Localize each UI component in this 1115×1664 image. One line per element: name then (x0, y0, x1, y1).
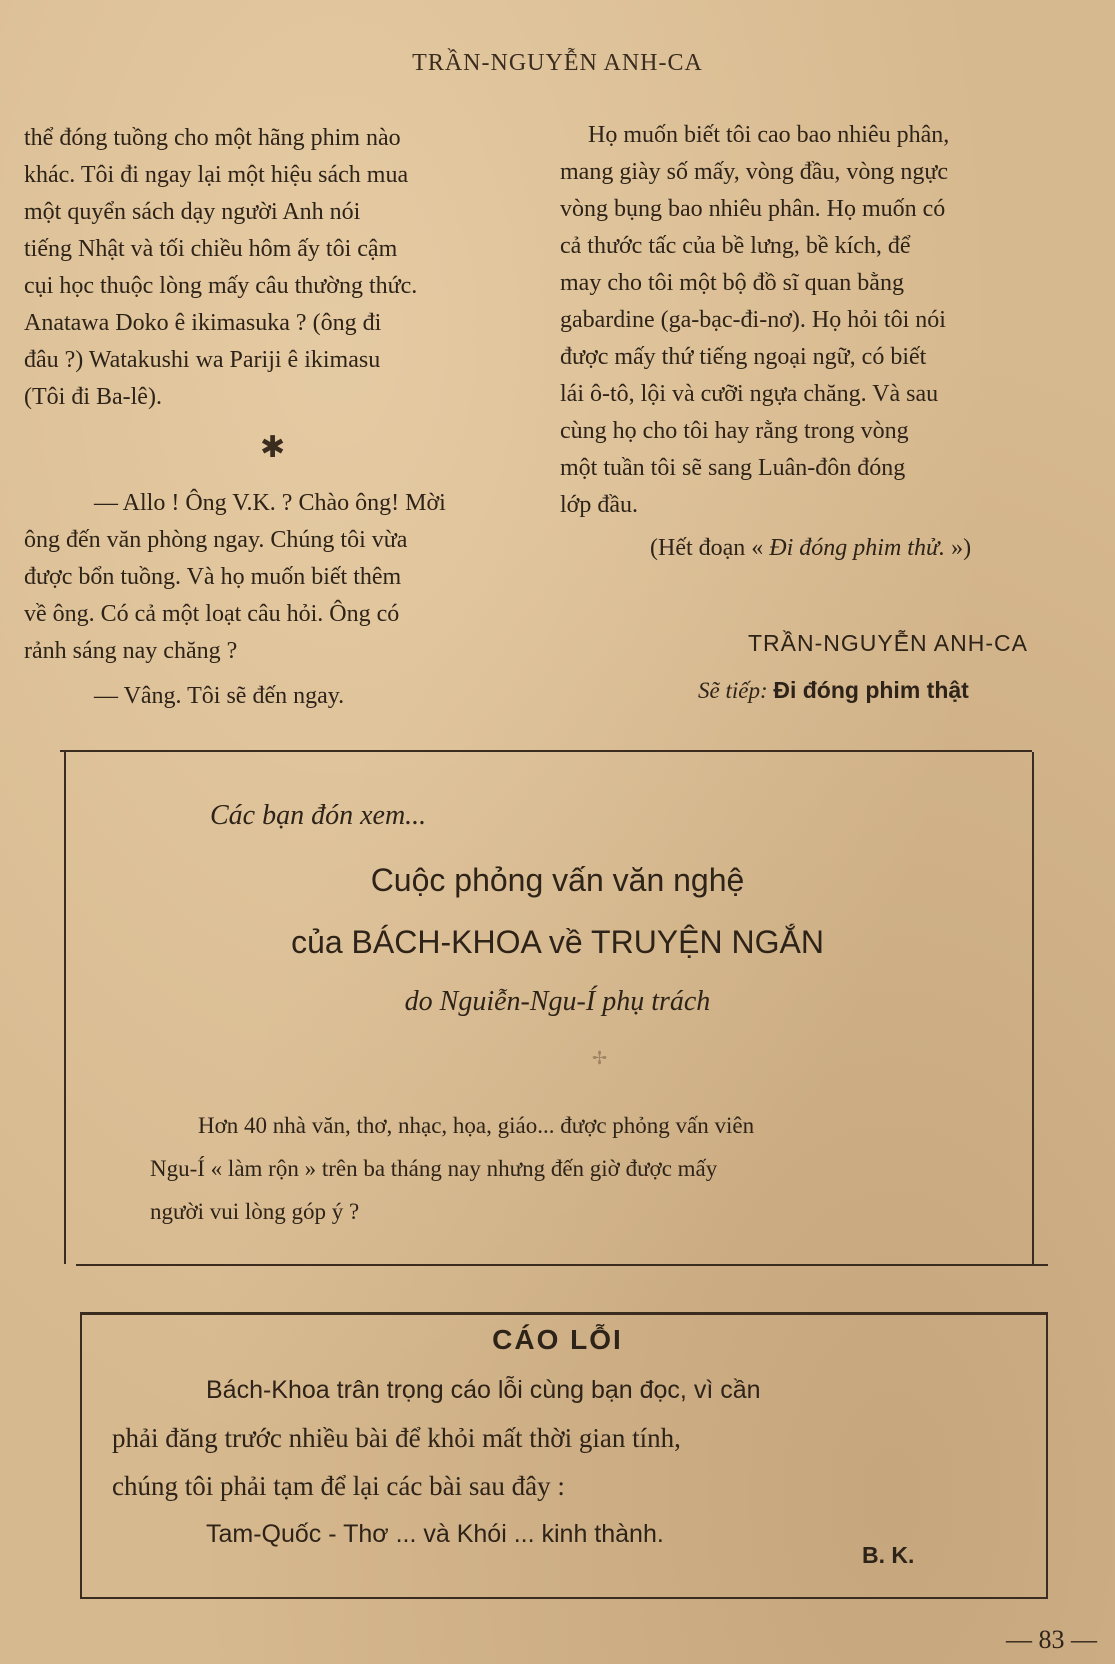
text-line: mang giày số mấy, vòng đầu, vòng ngực (560, 159, 949, 185)
end-note-title: Đi đóng phim thử. (769, 535, 946, 561)
left-column-dialogue (24, 485, 524, 715)
text-line: vòng bụng bao nhiêu phân. Họ muốn có (560, 196, 946, 222)
text-line: Họ muốn biết tôi cao bao nhiêu phân, (588, 122, 950, 148)
end-note (560, 530, 1070, 567)
text-line: tiếng Nhật và tối chiều hôm ấy tôi cậm (24, 236, 398, 262)
text-line: phải đăng trước nhiều bài để khỏi mất thời gian tính, (112, 1423, 681, 1453)
text-line: Tam-Quốc - Thơ ... và Khói ... kinh thành. (206, 1520, 664, 1548)
text-line: chúng tôi phải tạm để lại các bài sau đây : (112, 1471, 565, 1501)
text-line: rảnh sáng nay chăng ? (24, 638, 238, 664)
author-signature: TRẦN-NGUYỄN ANH-CA (748, 630, 1028, 656)
text-line: thể đóng tuồng cho một hãng phim nào (24, 125, 401, 151)
text-line: Bách-Khoa trân trọng cáo lỗi cùng bạn đọc, vì cần (206, 1376, 761, 1404)
text-line: ông đến văn phòng ngay. Chúng tôi vừa (24, 527, 408, 553)
end-note-prefix: (Hết đoạn « (650, 535, 764, 561)
text-line: một tuần tôi sẽ sang Luân-đôn đóng (560, 455, 906, 481)
text-line: cùng họ cho tôi hay rằng trong vòng (560, 418, 909, 444)
text-line: về ông. Có cả một loạt câu hỏi. Ông có (24, 601, 400, 627)
text-line: đâu ?) Watakushi wa Pariji ê ikimasu (24, 347, 381, 373)
next-label: Sẽ tiếp: (698, 678, 768, 703)
ornament-icon: ✢ (592, 1048, 608, 1069)
notice-signature: B. K. (862, 1542, 915, 1568)
section-separator: ✱ (260, 430, 286, 465)
announcement-title: Cuộc phỏng vấn văn nghệ (370, 862, 745, 898)
right-column (560, 117, 1070, 567)
announcement-byline: do Nguiễn-Ngu-Í phụ trách (404, 986, 711, 1017)
text-line: — Vâng. Tôi sẽ đến ngay. (94, 683, 345, 709)
text-line: Anatawa Doko ê ikimasuka ? (ông đi (24, 310, 382, 336)
to-be-continued (698, 677, 969, 704)
text-line: — Allo ! Ông V.K. ? Chào ông! Mời (94, 490, 446, 516)
left-column (24, 120, 524, 416)
text-line: khác. Tôi đi ngay lại một hiệu sách mua (24, 162, 409, 188)
text-line: được mấy thứ tiếng ngoại ngữ, có biết (560, 344, 927, 370)
end-note-suffix: ») (951, 535, 972, 561)
text-line: may cho tôi một bộ đồ sĩ quan bằng (560, 270, 904, 296)
text-line: gabardine (ga-bạc-đi-nơ). Họ hỏi tôi nói (560, 307, 946, 333)
text-line: Hơn 40 nhà văn, thơ, nhạc, họa, giáo... được phỏng vấn viên (198, 1113, 755, 1138)
announcement-subtitle: của BÁCH-KHOA về TRUYỆN NGẮN (291, 924, 824, 960)
notice-body (112, 1366, 1032, 1558)
text-line: cụi học thuộc lòng mấy câu thường thức. (24, 273, 418, 299)
next-title: Đi đóng phim thật (773, 677, 969, 703)
text-line: cả thước tấc của bề lưng, bề kích, để (560, 233, 911, 259)
page-number: — 83 — (1006, 1625, 1097, 1654)
text-line: người vui lòng góp ý ? (150, 1199, 360, 1224)
text-line: (Tôi đi Ba-lê). (24, 384, 162, 410)
notice-title: CÁO LỖI (492, 1324, 623, 1355)
text-line: một quyển sách dạy người Anh nói (24, 199, 361, 225)
text-line: Ngu-Í « làm rộn » trên ba tháng nay nhưng đến giờ được mấy (150, 1156, 718, 1181)
announcement-intro: Các bạn đón xem... (210, 800, 427, 831)
page-header: TRẦN-NGUYỄN ANH-CA (412, 50, 703, 76)
text-line: được bổn tuồng. Và họ muốn biết thêm (24, 564, 402, 590)
text-line: lái ô-tô, lội và cưỡi ngựa chăng. Và sau (560, 381, 939, 407)
box-bottom-rule (76, 1264, 1048, 1266)
announcement-body (150, 1104, 1010, 1233)
text-line: lớp đầu. (560, 492, 639, 518)
